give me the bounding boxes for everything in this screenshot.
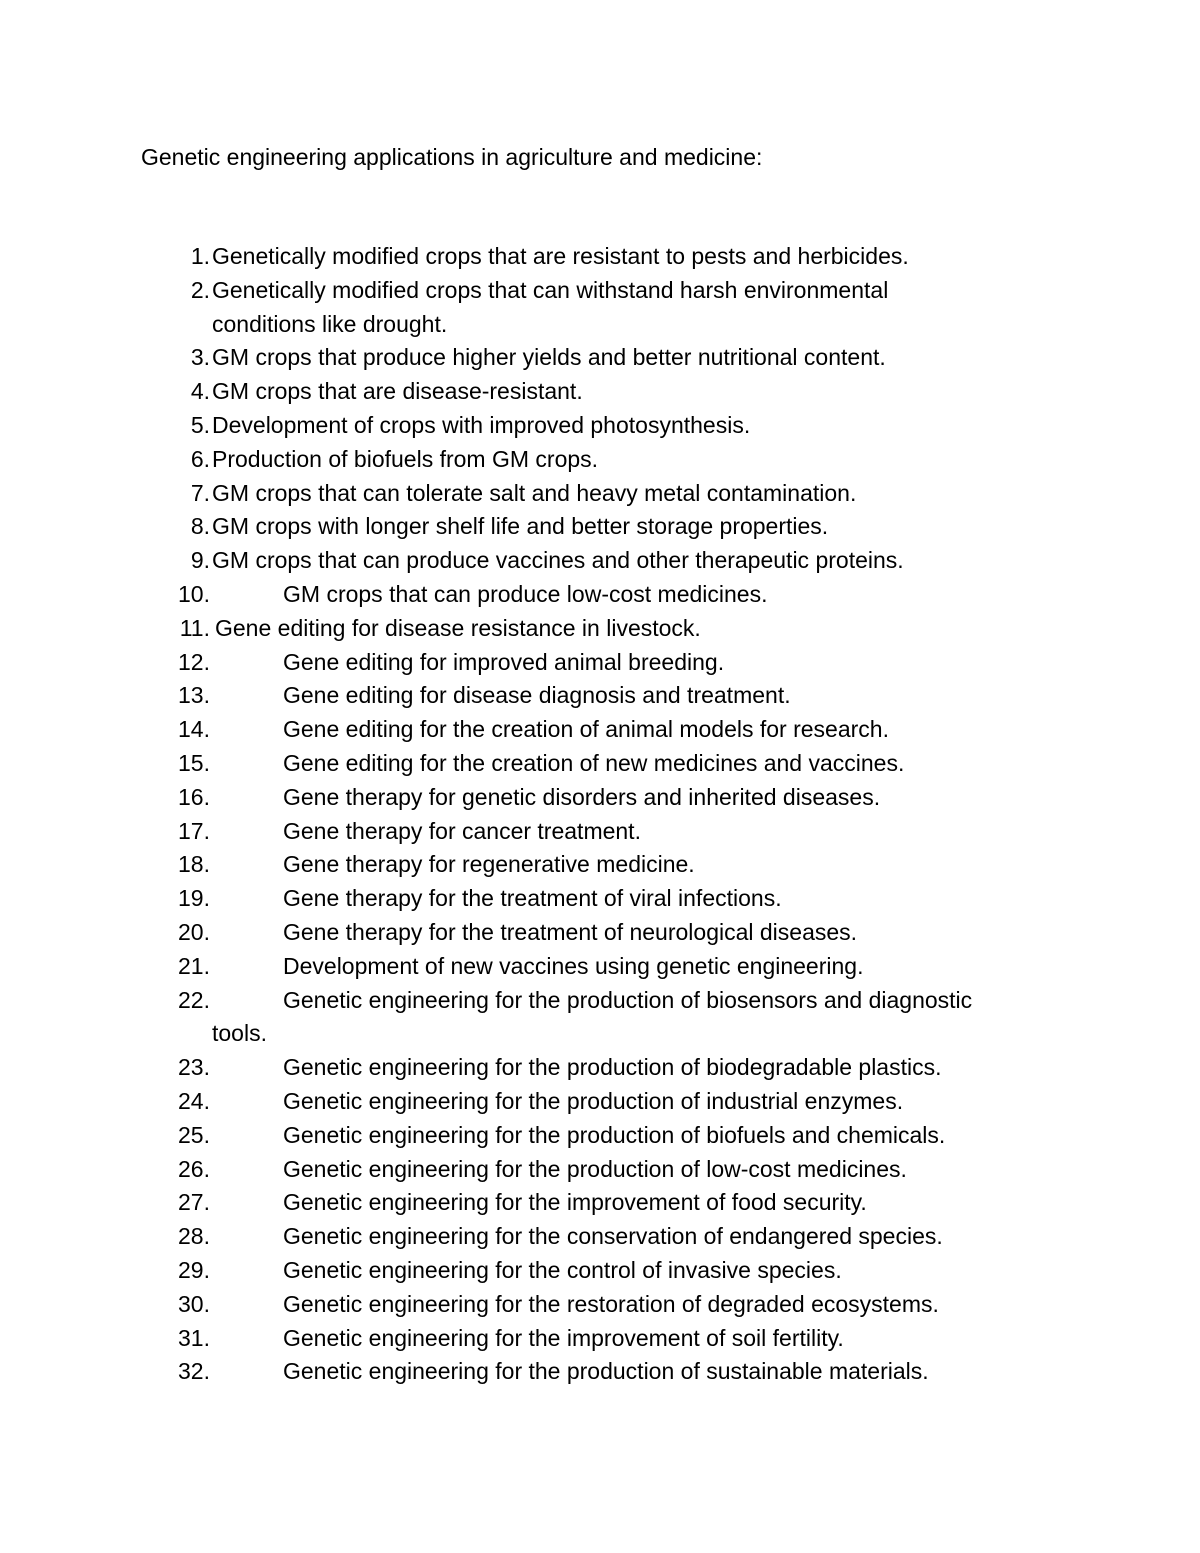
- item-number: 13.: [178, 682, 210, 709]
- item-number: 24.: [178, 1087, 210, 1114]
- list-item: [0, 781, 1200, 815]
- item-text: Gene editing for the creation of animal models for research.: [283, 716, 889, 743]
- item-number: 29.: [178, 1256, 210, 1283]
- item-text: Gene therapy for the treatment of neurological diseases.: [283, 918, 858, 945]
- item-text: Genetic engineering for the improvement of food security.: [283, 1189, 867, 1216]
- list-item: [0, 443, 1200, 477]
- list-item: [0, 1085, 1200, 1119]
- item-text: Genetic engineering for the control of invasive species.: [283, 1256, 842, 1283]
- list-item: [0, 1288, 1200, 1322]
- list-item: [0, 375, 1200, 409]
- item-text: Genetic engineering for the conservation of endangered species.: [283, 1223, 943, 1250]
- item-number: 20.: [178, 918, 210, 945]
- list-item: [0, 240, 1200, 274]
- item-text: Gene therapy for cancer treatment.: [283, 817, 641, 844]
- list-item: [0, 679, 1200, 713]
- item-text: GM crops that are disease-resistant.: [212, 378, 583, 405]
- item-number: 15.: [178, 749, 210, 776]
- item-text: Genetically modified crops that are resistant to pests and herbicides.: [212, 243, 909, 269]
- list-item: [0, 1153, 1200, 1187]
- list-item: [0, 1355, 1200, 1389]
- item-number: 1.: [190, 243, 210, 269]
- item-number: 21.: [178, 952, 210, 979]
- item-number: 14.: [178, 716, 210, 743]
- list-item: [0, 341, 1200, 375]
- item-text: Gene therapy for the treatment of viral infections.: [283, 885, 782, 912]
- item-number: 17.: [178, 817, 210, 844]
- item-number: 27.: [178, 1189, 210, 1216]
- item-text: Gene therapy for genetic disorders and inherited diseases.: [283, 783, 881, 810]
- item-number: 3.: [190, 344, 210, 371]
- list-item: [0, 544, 1200, 578]
- list-item: [0, 1051, 1200, 1085]
- item-text-continuation: tools.: [212, 1020, 267, 1047]
- list-item: [0, 747, 1200, 781]
- item-number: 4.: [190, 378, 210, 405]
- item-text: Genetic engineering for the restoration of degraded ecosystems.: [283, 1290, 939, 1317]
- item-text: Development of new vaccines using genetic engineering.: [283, 952, 864, 979]
- item-number: 25.: [178, 1121, 210, 1148]
- item-text: Genetic engineering for the production of biofuels and chemicals.: [283, 1121, 946, 1148]
- item-number: 32.: [178, 1358, 210, 1385]
- item-text: GM crops with longer shelf life and better storage properties.: [212, 513, 829, 540]
- item-text: Genetic engineering for the production of low-cost medicines.: [283, 1155, 907, 1182]
- list-item: [0, 409, 1200, 443]
- item-text: GM crops that can produce low-cost medicines.: [283, 580, 768, 607]
- list-item: [0, 1186, 1200, 1220]
- item-number: 10.: [178, 580, 210, 607]
- item-number: 31.: [178, 1324, 210, 1351]
- list-item: [0, 713, 1200, 747]
- list-item: [0, 612, 1200, 646]
- list-item: [0, 1119, 1200, 1153]
- item-number: 8.: [190, 513, 210, 540]
- list-item: [0, 1322, 1200, 1356]
- list-item: [0, 950, 1200, 984]
- list-item: [0, 510, 1200, 544]
- item-number: 6.: [190, 445, 210, 472]
- list-item: [0, 1254, 1200, 1288]
- item-text: Production of biofuels from GM crops.: [212, 445, 599, 472]
- item-number: 2.: [190, 276, 210, 303]
- list-item: [0, 646, 1200, 680]
- item-text: Gene editing for improved animal breeding.: [283, 648, 725, 675]
- item-number: 16.: [178, 783, 210, 810]
- item-text-continuation: conditions like drought.: [212, 310, 448, 337]
- item-text: Genetic engineering for the production of biosensors and diagnostic: [283, 986, 973, 1013]
- list-item: [0, 882, 1200, 916]
- item-text: Development of crops with improved photosynthesis.: [212, 411, 751, 438]
- item-number: 22.: [178, 986, 210, 1013]
- item-text: Genetic engineering for the improvement of soil fertility.: [283, 1324, 844, 1351]
- item-number: 11.: [179, 614, 210, 641]
- item-text: Gene editing for the creation of new medicines and vaccines.: [283, 749, 905, 776]
- item-number: 7.: [190, 479, 210, 506]
- item-number: 9.: [190, 547, 210, 574]
- item-number: 26.: [178, 1155, 210, 1182]
- list-item: [0, 578, 1200, 612]
- document-title: Genetic engineering applications in agriculture and medicine:: [141, 144, 763, 170]
- item-text: GM crops that produce higher yields and better nutritional content.: [212, 344, 886, 371]
- item-number: 28.: [178, 1223, 210, 1250]
- item-text: Gene therapy for regenerative medicine.: [283, 851, 695, 878]
- item-text: Genetic engineering for the production of biodegradable plastics.: [283, 1054, 942, 1081]
- list-item: [0, 274, 1200, 342]
- item-number: 18.: [178, 851, 210, 878]
- item-number: 30.: [178, 1290, 210, 1317]
- item-text: Gene editing for disease resistance in livestock.: [215, 614, 701, 641]
- list-item: [0, 984, 1200, 1052]
- item-number: 23.: [178, 1054, 210, 1081]
- item-text: Genetic engineering for the production of industrial enzymes.: [283, 1087, 904, 1114]
- item-text: Gene editing for disease diagnosis and treatment.: [283, 682, 791, 709]
- item-number: 5.: [190, 411, 210, 438]
- list-item: [0, 477, 1200, 511]
- item-text: GM crops that can produce vaccines and other therapeutic proteins.: [212, 547, 904, 574]
- applications-list: [0, 240, 1200, 1389]
- item-number: 19.: [178, 885, 210, 912]
- list-item: [0, 815, 1200, 849]
- list-item: [0, 848, 1200, 882]
- list-item: [0, 916, 1200, 950]
- item-text: GM crops that can tolerate salt and heavy metal contamination.: [212, 479, 857, 506]
- item-text: Genetically modified crops that can withstand harsh environmental: [212, 276, 889, 303]
- item-number: 12.: [178, 648, 210, 675]
- item-text: Genetic engineering for the production of sustainable materials.: [283, 1358, 929, 1385]
- list-item: [0, 1220, 1200, 1254]
